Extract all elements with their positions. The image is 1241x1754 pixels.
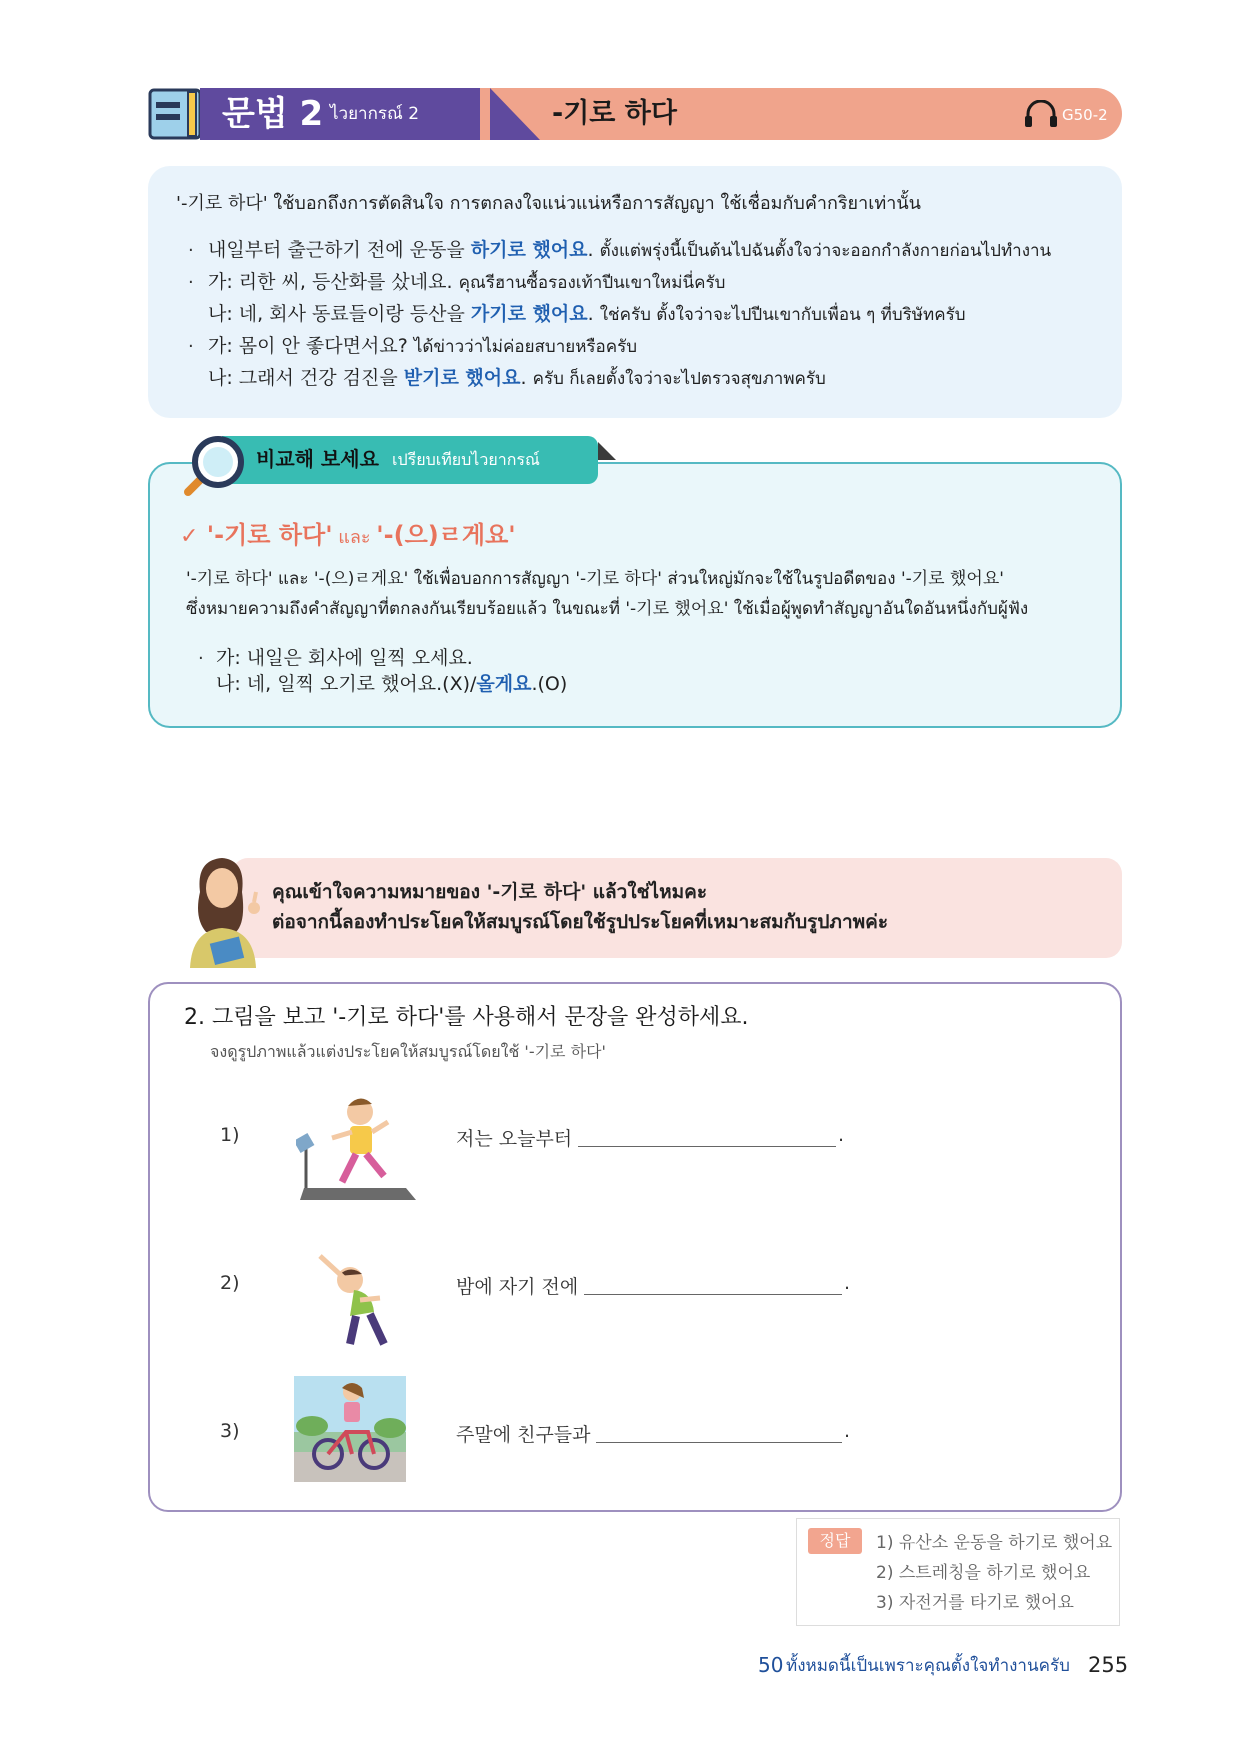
bubble-line-1: คุณเข้าใจความหมายของ '-기로 하다' แล้วใช่ไหมคะ bbox=[272, 881, 708, 903]
item-number: 2) bbox=[220, 1272, 240, 1294]
example-sentence-3b: 나: 그래서 건강 검진을 받기로 했어요. ครับ ก็เลยตั้งใจว่าจะไปตรวจสุขภาพครับ bbox=[208, 367, 826, 389]
explanation-intro: '-기로 하다' ใช้บอกถึงการตัดสินใจ การตกลงใจแน่วแน่หรือการสัญญา ใช้เชื่อมกับคำกริยาเท่านั้น bbox=[176, 193, 921, 214]
bicycle-riding-picture bbox=[294, 1376, 406, 1482]
period: . bbox=[844, 1420, 851, 1442]
example-sentence-2a: 가: 리한 씨, 등산화를 샀네요. คุณรีฮานซื้อรองเท้าปีนเขาใหม่นี่ครับ bbox=[208, 271, 726, 293]
period: . bbox=[838, 1124, 845, 1146]
answer-blank[interactable] bbox=[578, 1146, 836, 1147]
highlight: 올게요 bbox=[476, 673, 532, 695]
example-sentence-1: 내일부터 출근하기 전에 운동을 하기로 했어요. ตั้งแต่พรุ่งนี้เป็นต้นไปฉันตั้งใจว่าจะออกกำลังกายก่อนไปทำงาน bbox=[208, 239, 1052, 261]
lesson-number: 50 bbox=[758, 1653, 784, 1677]
lesson-title: ทั้งหมดนี้เป็นเพราะคุณตั้งใจทำงานครับ bbox=[786, 1656, 1070, 1676]
example-sentence-2b: 나: 네, 회사 동료들이랑 등산을 가기로 했어요. ใช่ครับ ตั้งใจว่าจะไปปีนเขากับเพื่อน ๆ ที่บริษัทครับ bbox=[208, 303, 966, 325]
teacher-illustration bbox=[176, 852, 276, 968]
answer-badge: 정답 bbox=[808, 1528, 862, 1554]
example-sentence-3a: 가: 몸이 안 좋다면서요? ได้ข่าวว่าไม่ค่อยสบายหรือครับ bbox=[208, 335, 638, 357]
compare-title-th: เปรียบเทียบไวยากรณ์ bbox=[392, 450, 540, 469]
compare-example-2: 나: 네, 일찍 오기로 했어요.(X)/올게요.(O) bbox=[216, 673, 568, 695]
item-prompt: 저는 오늘부터 bbox=[456, 1128, 573, 1150]
answer-line-1: 1) 유산소 운동을 하기로 했어요 bbox=[876, 1533, 1113, 1553]
answer-blank[interactable] bbox=[596, 1442, 842, 1443]
highlight: 하기로 했어요 bbox=[470, 239, 588, 261]
exercise-title: 2. 그림을 보고 '-기로 하다'를 사용해서 문장을 완성하세요. bbox=[184, 1005, 749, 1030]
item-number: 3) bbox=[220, 1420, 240, 1442]
headphones-icon[interactable] bbox=[1024, 100, 1058, 128]
tab-fold bbox=[598, 442, 616, 460]
header-diagonal bbox=[490, 88, 540, 140]
exercise-subtitle: จงดูรูปภาพแล้วแต่งประโยคให้สมบูรณ์โดยใช้ '-기로 하다' bbox=[210, 1042, 606, 1061]
compare-title: 비교해 보세요 bbox=[256, 447, 379, 471]
bullet: · bbox=[188, 272, 194, 293]
item-number: 1) bbox=[220, 1124, 240, 1146]
grammar-pattern: -기로 하다 bbox=[552, 98, 677, 129]
highlight: 가기로 했어요 bbox=[470, 303, 588, 325]
page-subtitle: ไวยากรณ์ 2 bbox=[330, 104, 420, 124]
compare-example-1: 가: 내일은 회사에 일찍 오세요. bbox=[216, 647, 473, 669]
item-prompt: 밤에 자기 전에 bbox=[456, 1276, 579, 1298]
compare-line-2: ซึ่งหมายความถึงคำสัญญาที่ตกลงกันเรียบร้อยแล้ว ในขณะที่ '-기로 했어요' ใช้เมื่อผู้พูดทำสัญญาอันใดอันหนึ่งกับผู้ฟัง bbox=[186, 599, 1029, 619]
page-number: 255 bbox=[1088, 1653, 1129, 1677]
treadmill-running-picture bbox=[296, 1092, 420, 1204]
period: . bbox=[844, 1272, 851, 1294]
answer-line-2: 2) 스트레칭을 하기로 했어요 bbox=[876, 1563, 1091, 1583]
bubble-line-2: ต่อจากนี้ลองทำประโยคให้สมบูรณ์โดยใช้รูปประโยคที่เหมาะสมกับรูปภาพค่ะ bbox=[272, 911, 889, 933]
item-prompt: 주말에 친구들과 bbox=[456, 1424, 591, 1446]
answer-line-3: 3) 자전거를 타기로 했어요 bbox=[876, 1593, 1074, 1613]
audio-track-code[interactable]: G50-2 bbox=[1062, 106, 1108, 124]
bullet: · bbox=[198, 648, 204, 669]
answer-blank[interactable] bbox=[584, 1294, 842, 1295]
highlight: 받기로 했어요 bbox=[403, 367, 521, 389]
check-icon: ✓ bbox=[180, 524, 199, 549]
grammar-book-icon bbox=[148, 88, 204, 140]
bullet: · bbox=[188, 336, 194, 357]
magnifier-icon bbox=[178, 432, 248, 502]
bullet: · bbox=[188, 240, 194, 261]
page-title: 문법 2 bbox=[222, 94, 324, 134]
stretching-picture bbox=[310, 1250, 400, 1346]
compare-heading: ✓ '-기로 하다' และ '-(으)ㄹ게요' bbox=[180, 521, 516, 549]
compare-line-1: '-기로 하다' และ '-(으)ㄹ게요' ใช้เพื่อบอกการสัญญา '-기로 하다' ส่วนใหญ่มักจะใช้ในรูปอดีตของ '-기로 했어요' bbox=[186, 569, 1004, 589]
